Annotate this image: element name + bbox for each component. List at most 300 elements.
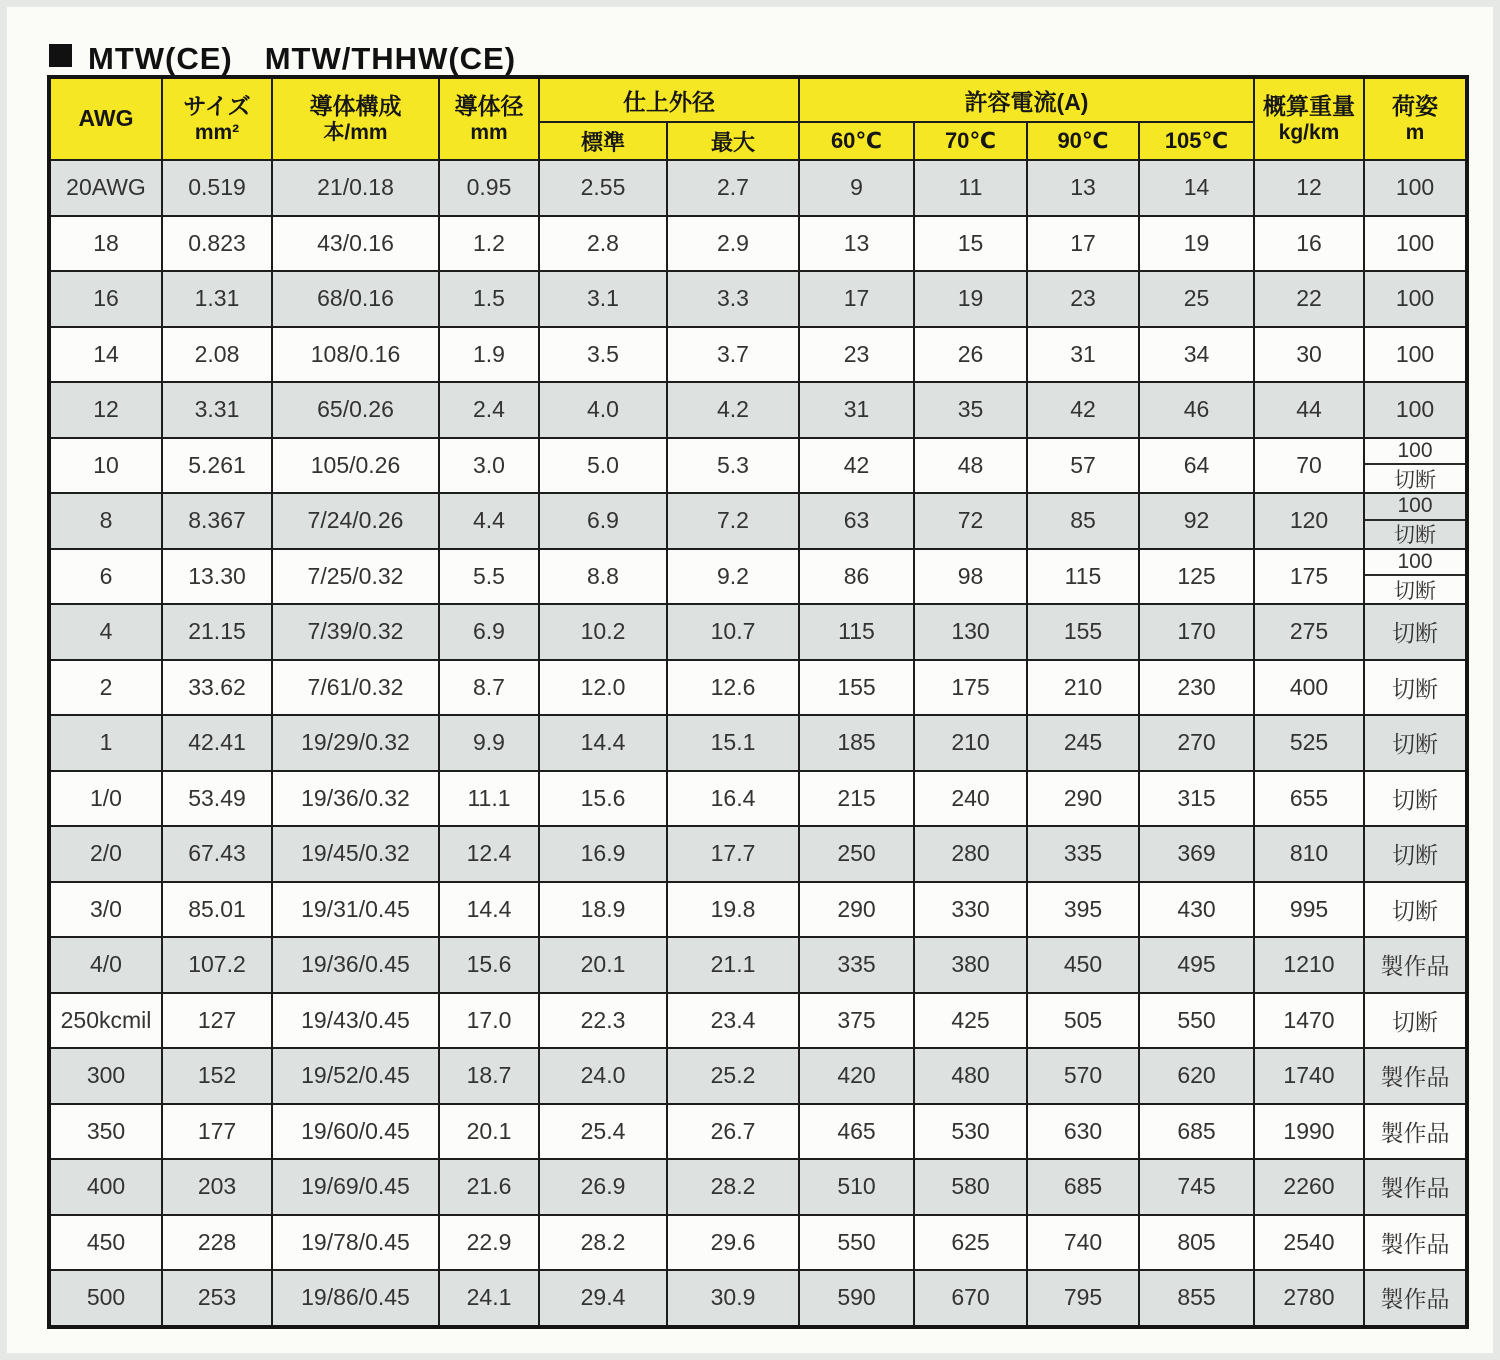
cell-size: 253 [162,1270,272,1327]
cell-od-standard: 2.55 [539,160,667,216]
cell-awg: 400 [49,1159,162,1215]
cell-amp-60c: 215 [799,771,914,827]
cell-od-standard: 2.8 [539,216,667,272]
cell-package: 切断 [1364,826,1467,882]
cell-size: 177 [162,1104,272,1160]
cell-od-max: 16.4 [667,771,799,827]
cell-weight: 1990 [1254,1104,1364,1160]
table-row [49,382,1467,438]
cell-od-max: 26.7 [667,1104,799,1160]
header-package: 荷姿 m [1364,77,1467,160]
cell-amp-70c: 210 [914,715,1027,771]
cell-amp-60c: 115 [799,604,914,660]
table-row [49,993,1467,1049]
cell-package: 切断 [1364,604,1467,660]
cell-amp-70c: 130 [914,604,1027,660]
cell-size: 228 [162,1215,272,1271]
cell-od-standard: 5.0 [539,438,667,494]
table-row [49,271,1467,327]
cell-weight: 1740 [1254,1048,1364,1104]
cell-diameter: 14.4 [439,882,539,938]
cell-od-standard: 14.4 [539,715,667,771]
cell-weight: 44 [1254,382,1364,438]
cell-awg: 14 [49,327,162,383]
table-row [49,1270,1467,1327]
cell-diameter: 4.4 [439,493,539,549]
cell-weight: 995 [1254,882,1364,938]
cell-diameter: 11.1 [439,771,539,827]
cell-od-standard: 4.0 [539,382,667,438]
cell-construction: 65/0.26 [272,382,439,438]
cell-construction: 21/0.18 [272,160,439,216]
cell-amp-60c: 86 [799,549,914,605]
cell-size: 67.43 [162,826,272,882]
cell-diameter: 9.9 [439,715,539,771]
cell-amp-60c: 290 [799,882,914,938]
cell-diameter: 1.9 [439,327,539,383]
cell-diameter: 1.5 [439,271,539,327]
cell-weight: 655 [1254,771,1364,827]
cell-size: 203 [162,1159,272,1215]
cell-amp-105c: 46 [1139,382,1254,438]
cell-package: 製作品 [1364,1104,1467,1160]
cell-awg: 10 [49,438,162,494]
cell-od-max: 23.4 [667,993,799,1049]
cell-od-standard: 3.5 [539,327,667,383]
cell-size: 0.519 [162,160,272,216]
cell-amp-105c: 745 [1139,1159,1254,1215]
cell-amp-90c: 395 [1027,882,1139,938]
table-row [49,604,1467,660]
cell-od-max: 2.7 [667,160,799,216]
cell-size: 85.01 [162,882,272,938]
cell-awg: 12 [49,382,162,438]
cell-amp-70c: 380 [914,937,1027,993]
cell-diameter: 5.5 [439,549,539,605]
cell-od-standard: 22.3 [539,993,667,1049]
cell-diameter: 2.4 [439,382,539,438]
cell-construction: 7/25/0.32 [272,549,439,605]
cell-construction: 19/60/0.45 [272,1104,439,1160]
cell-od-standard: 18.9 [539,882,667,938]
cell-weight: 16 [1254,216,1364,272]
cell-amp-60c: 375 [799,993,914,1049]
cell-awg: 350 [49,1104,162,1160]
cell-amp-70c: 670 [914,1270,1027,1327]
cell-amp-105c: 430 [1139,882,1254,938]
cell-amp-60c: 335 [799,937,914,993]
cell-weight: 2260 [1254,1159,1364,1215]
table-row [49,1048,1467,1104]
cell-weight: 2780 [1254,1270,1364,1327]
cell-awg: 500 [49,1270,162,1327]
cell-od-max: 15.1 [667,715,799,771]
cell-package [1364,438,1467,494]
table-row [49,1104,1467,1160]
cell-amp-70c: 175 [914,660,1027,716]
cell-construction: 19/78/0.45 [272,1215,439,1271]
cell-amp-90c: 505 [1027,993,1139,1049]
cell-od-max: 12.6 [667,660,799,716]
cell-amp-70c: 580 [914,1159,1027,1215]
cell-weight: 30 [1254,327,1364,383]
cell-amp-105c: 315 [1139,771,1254,827]
cell-awg: 20AWG [49,160,162,216]
cell-amp-60c: 185 [799,715,914,771]
cell-amp-70c: 15 [914,216,1027,272]
cell-amp-90c: 31 [1027,327,1139,383]
cell-weight: 22 [1254,271,1364,327]
table-row [49,160,1467,216]
cell-od-standard: 26.9 [539,1159,667,1215]
cell-weight: 810 [1254,826,1364,882]
header-diameter: 導体径 mm [439,77,539,160]
cell-construction: 43/0.16 [272,216,439,272]
cell-size: 5.261 [162,438,272,494]
cell-weight: 1470 [1254,993,1364,1049]
cell-size: 127 [162,993,272,1049]
cell-od-standard: 3.1 [539,271,667,327]
cell-amp-90c: 335 [1027,826,1139,882]
cell-amp-105c: 25 [1139,271,1254,327]
cell-od-max: 10.7 [667,604,799,660]
cell-diameter: 0.95 [439,160,539,216]
cell-od-max: 28.2 [667,1159,799,1215]
cell-amp-90c: 17 [1027,216,1139,272]
cell-awg: 1 [49,715,162,771]
cell-weight: 1210 [1254,937,1364,993]
cell-amp-70c: 48 [914,438,1027,494]
table-row [49,660,1467,716]
square-bullet-icon [49,44,72,67]
cell-package: 製作品 [1364,1270,1467,1327]
cell-amp-60c: 23 [799,327,914,383]
cell-od-max: 21.1 [667,937,799,993]
cell-od-max: 30.9 [667,1270,799,1327]
cell-amp-105c: 14 [1139,160,1254,216]
cell-awg: 2 [49,660,162,716]
cell-amp-60c: 465 [799,1104,914,1160]
cell-amp-70c: 35 [914,382,1027,438]
header-temp-105: 105℃ [1139,122,1254,160]
header-od-standard: 標準 [539,122,667,160]
page-title [49,33,516,78]
cell-amp-105c: 369 [1139,826,1254,882]
cell-diameter: 17.0 [439,993,539,1049]
cell-diameter: 3.0 [439,438,539,494]
cell-awg: 8 [49,493,162,549]
cell-package: 100 [1364,271,1467,327]
cell-package: 100 [1364,382,1467,438]
cell-amp-60c: 590 [799,1270,914,1327]
cell-amp-105c: 550 [1139,993,1254,1049]
cell-od-standard: 24.0 [539,1048,667,1104]
cell-amp-105c: 64 [1139,438,1254,494]
cell-amp-60c: 420 [799,1048,914,1104]
cell-amp-90c: 795 [1027,1270,1139,1327]
cell-awg: 4 [49,604,162,660]
cell-diameter: 20.1 [439,1104,539,1160]
cell-construction: 68/0.16 [272,271,439,327]
cell-amp-60c: 17 [799,271,914,327]
cell-amp-60c: 13 [799,216,914,272]
cell-amp-105c: 19 [1139,216,1254,272]
cell-amp-90c: 740 [1027,1215,1139,1271]
cell-diameter: 6.9 [439,604,539,660]
cell-od-standard: 8.8 [539,549,667,605]
table-row [49,493,1467,549]
cell-diameter: 12.4 [439,826,539,882]
cell-amp-105c: 92 [1139,493,1254,549]
catalog-page [7,7,1493,1353]
header-weight: 概算重量 kg/km [1254,77,1364,160]
cell-package: 製作品 [1364,1048,1467,1104]
cell-awg: 16 [49,271,162,327]
cell-amp-70c: 625 [914,1215,1027,1271]
cell-package [1364,549,1467,605]
cell-size: 53.49 [162,771,272,827]
cell-od-standard: 10.2 [539,604,667,660]
cell-od-max: 25.2 [667,1048,799,1104]
cell-construction: 7/24/0.26 [272,493,439,549]
cell-package: 切断 [1364,771,1467,827]
table-row [49,327,1467,383]
cell-amp-105c: 805 [1139,1215,1254,1271]
cell-amp-70c: 11 [914,160,1027,216]
cell-awg: 18 [49,216,162,272]
cell-amp-90c: 42 [1027,382,1139,438]
cell-package: 切断 [1364,993,1467,1049]
cell-package: 切断 [1364,715,1467,771]
cell-od-standard: 15.6 [539,771,667,827]
cell-awg: 6 [49,549,162,605]
cell-weight: 400 [1254,660,1364,716]
table-body [49,160,1467,1327]
header-allowable-current: 許容電流(A) [799,77,1254,122]
cell-size: 42.41 [162,715,272,771]
cell-package: 製作品 [1364,1215,1467,1271]
cell-amp-70c: 530 [914,1104,1027,1160]
header-temp-60: 60℃ [799,122,914,160]
header-finished-od: 仕上外径 [539,77,799,122]
cell-od-max: 2.9 [667,216,799,272]
cell-amp-60c: 63 [799,493,914,549]
cell-od-max: 9.2 [667,549,799,605]
package-top: 100 [1365,494,1465,521]
table-row [49,882,1467,938]
cell-amp-60c: 250 [799,826,914,882]
cell-amp-70c: 330 [914,882,1027,938]
cell-construction: 108/0.16 [272,327,439,383]
cell-amp-105c: 270 [1139,715,1254,771]
cell-od-max: 7.2 [667,493,799,549]
cell-amp-70c: 480 [914,1048,1027,1104]
cell-od-max: 17.7 [667,826,799,882]
cell-amp-90c: 13 [1027,160,1139,216]
header-temp-90: 90℃ [1027,122,1139,160]
header-od-max: 最大 [667,122,799,160]
cell-package [1364,493,1467,549]
cell-construction: 19/86/0.45 [272,1270,439,1327]
cell-amp-60c: 510 [799,1159,914,1215]
cell-package: 製作品 [1364,937,1467,993]
package-top: 100 [1365,439,1465,466]
cell-amp-105c: 620 [1139,1048,1254,1104]
cell-od-max: 19.8 [667,882,799,938]
cell-package: 製作品 [1364,1159,1467,1215]
cell-amp-90c: 245 [1027,715,1139,771]
cell-size: 13.30 [162,549,272,605]
cell-package: 100 [1364,160,1467,216]
table-row [49,826,1467,882]
cell-awg: 250kcmil [49,993,162,1049]
cell-construction: 7/61/0.32 [272,660,439,716]
cell-amp-60c: 155 [799,660,914,716]
cell-size: 0.823 [162,216,272,272]
cell-weight: 70 [1254,438,1364,494]
cell-od-max: 4.2 [667,382,799,438]
cell-construction: 19/43/0.45 [272,993,439,1049]
cell-weight: 120 [1254,493,1364,549]
cell-weight: 525 [1254,715,1364,771]
table-row [49,549,1467,605]
cell-size: 2.08 [162,327,272,383]
cell-amp-70c: 425 [914,993,1027,1049]
cell-amp-60c: 550 [799,1215,914,1271]
cell-amp-70c: 280 [914,826,1027,882]
cell-weight: 2540 [1254,1215,1364,1271]
cell-amp-70c: 98 [914,549,1027,605]
cell-od-standard: 20.1 [539,937,667,993]
cell-weight: 12 [1254,160,1364,216]
cell-construction: 19/36/0.32 [272,771,439,827]
cell-size: 3.31 [162,382,272,438]
table-row [49,937,1467,993]
cell-amp-70c: 72 [914,493,1027,549]
cell-amp-60c: 42 [799,438,914,494]
cell-od-standard: 29.4 [539,1270,667,1327]
package-bottom: 切断 [1394,524,1436,548]
cell-diameter: 15.6 [439,937,539,993]
cell-amp-90c: 570 [1027,1048,1139,1104]
cell-amp-90c: 57 [1027,438,1139,494]
cell-size: 107.2 [162,937,272,993]
cell-amp-90c: 210 [1027,660,1139,716]
cell-amp-70c: 240 [914,771,1027,827]
cell-amp-60c: 31 [799,382,914,438]
table-header [49,77,1467,160]
cell-construction: 19/69/0.45 [272,1159,439,1215]
cell-construction: 19/52/0.45 [272,1048,439,1104]
cell-amp-70c: 26 [914,327,1027,383]
cell-weight: 175 [1254,549,1364,605]
cell-construction: 19/29/0.32 [272,715,439,771]
cell-od-standard: 6.9 [539,493,667,549]
cell-amp-90c: 155 [1027,604,1139,660]
table-row [49,438,1467,494]
cell-amp-90c: 630 [1027,1104,1139,1160]
cell-amp-105c: 34 [1139,327,1254,383]
cell-diameter: 1.2 [439,216,539,272]
page-title-text: MTW(CE) MTW/THHW(CE) [88,41,517,76]
spec-table [47,75,1469,1329]
cell-package: 100 [1364,327,1467,383]
cell-od-standard: 16.9 [539,826,667,882]
package-bottom: 切断 [1394,468,1436,492]
cell-size: 1.31 [162,271,272,327]
cell-construction: 7/39/0.32 [272,604,439,660]
cell-amp-105c: 855 [1139,1270,1254,1327]
cell-amp-90c: 290 [1027,771,1139,827]
cell-size: 152 [162,1048,272,1104]
cell-od-standard: 28.2 [539,1215,667,1271]
cell-amp-90c: 685 [1027,1159,1139,1215]
cell-construction: 19/36/0.45 [272,937,439,993]
table-row [49,1159,1467,1215]
cell-od-standard: 12.0 [539,660,667,716]
cell-od-max: 3.3 [667,271,799,327]
cell-amp-105c: 685 [1139,1104,1254,1160]
cell-awg: 450 [49,1215,162,1271]
table-row [49,1215,1467,1271]
header-awg-label: AWG [78,105,134,132]
table-row [49,216,1467,272]
header-awg [49,77,162,160]
cell-amp-90c: 450 [1027,937,1139,993]
cell-diameter: 21.6 [439,1159,539,1215]
cell-package: 切断 [1364,660,1467,716]
cell-weight: 275 [1254,604,1364,660]
table-row [49,771,1467,827]
cell-amp-90c: 115 [1027,549,1139,605]
cell-size: 8.367 [162,493,272,549]
cell-awg: 3/0 [49,882,162,938]
cell-od-max: 5.3 [667,438,799,494]
cell-amp-105c: 125 [1139,549,1254,605]
cell-amp-105c: 230 [1139,660,1254,716]
cell-package: 100 [1364,216,1467,272]
cell-construction: 105/0.26 [272,438,439,494]
cell-od-max: 29.6 [667,1215,799,1271]
header-size: サイズ mm² [162,77,272,160]
header-temp-70: 70℃ [914,122,1027,160]
cell-size: 21.15 [162,604,272,660]
cell-amp-60c: 9 [799,160,914,216]
cell-diameter: 24.1 [439,1270,539,1327]
cell-amp-70c: 19 [914,271,1027,327]
cell-od-standard: 25.4 [539,1104,667,1160]
cell-diameter: 18.7 [439,1048,539,1104]
cell-awg: 2/0 [49,826,162,882]
cell-amp-105c: 170 [1139,604,1254,660]
cell-amp-90c: 85 [1027,493,1139,549]
header-construction: 導体構成 本/mm [272,77,439,160]
cell-construction: 19/45/0.32 [272,826,439,882]
cell-size: 33.62 [162,660,272,716]
cell-diameter: 8.7 [439,660,539,716]
cell-amp-90c: 23 [1027,271,1139,327]
cell-diameter: 22.9 [439,1215,539,1271]
cell-awg: 300 [49,1048,162,1104]
cell-od-max: 3.7 [667,327,799,383]
cell-awg: 1/0 [49,771,162,827]
cell-amp-105c: 495 [1139,937,1254,993]
cell-awg: 4/0 [49,937,162,993]
package-top: 100 [1365,550,1465,577]
table-row [49,715,1467,771]
cell-package: 切断 [1364,882,1467,938]
cell-construction: 19/31/0.45 [272,882,439,938]
